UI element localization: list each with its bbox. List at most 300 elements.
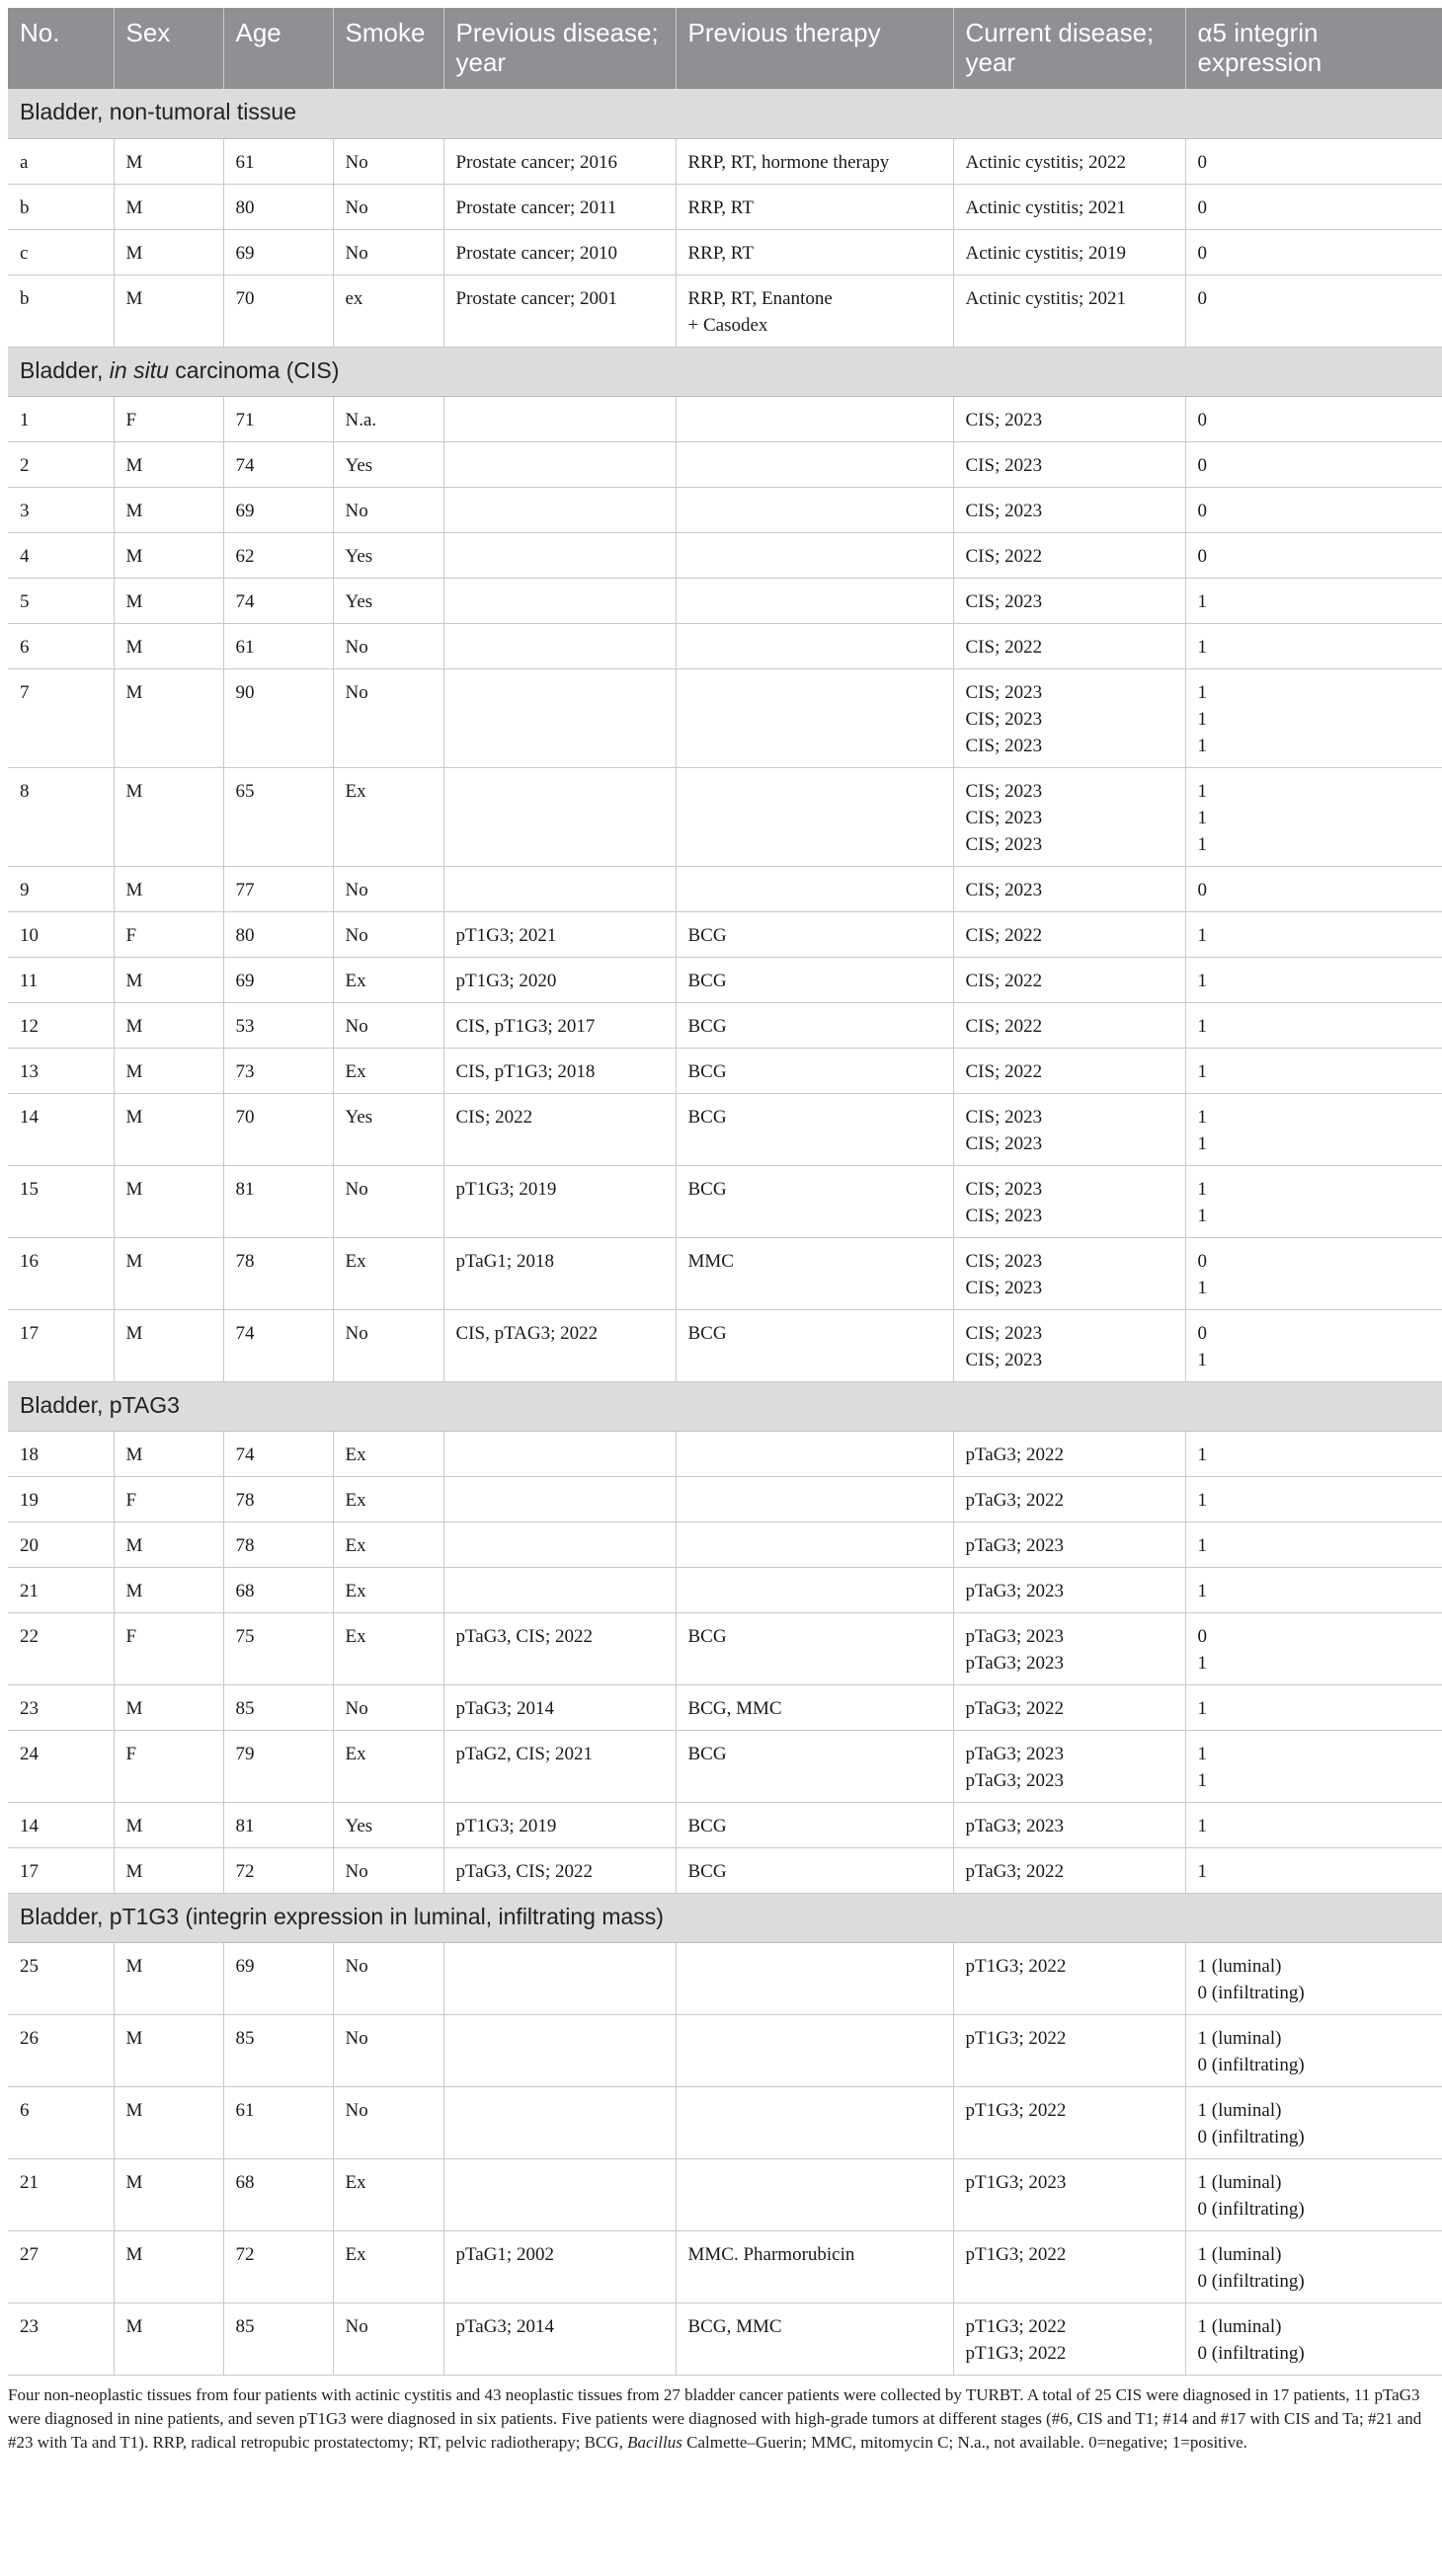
cell-current-disease-line: pT1G3; 2022	[965, 2027, 1067, 2049]
cell-integrin-expression	[1185, 396, 1442, 441]
cell-smoke: ex	[333, 274, 443, 347]
cell-sex: M	[114, 1684, 223, 1730]
cell-age: 77	[223, 866, 333, 911]
cell-age: 69	[223, 487, 333, 532]
cell-smoke: Ex	[333, 767, 443, 866]
cell-integrin-expression	[1185, 866, 1442, 911]
cell-previous-therapy	[676, 184, 953, 229]
cell-current-disease-line: CIS; 2023	[965, 879, 1043, 900]
table-row	[8, 623, 1442, 668]
cell-current-disease-line: pTaG3; 2023	[965, 1652, 1064, 1674]
cell-no: 16	[8, 1237, 114, 1309]
cell-previous-disease: CIS, pT1G3; 2018	[443, 1048, 676, 1093]
cell-integrin-expression-line: 0	[1197, 1625, 1207, 1647]
cell-sex: F	[114, 396, 223, 441]
cell-integrin-expression-line: 1 (luminal)	[1197, 2315, 1282, 2337]
cell-sex: M	[114, 274, 223, 347]
cell-sex: M	[114, 767, 223, 866]
table-row	[8, 1309, 1442, 1381]
cell-previous-therapy	[676, 229, 953, 274]
cell-integrin-expression-line: 0	[1197, 454, 1207, 476]
table-row	[8, 274, 1442, 347]
cell-sex: M	[114, 2230, 223, 2303]
cell-current-disease	[953, 487, 1185, 532]
cell-no: 4	[8, 532, 114, 578]
cell-current-disease	[953, 1802, 1185, 1847]
cell-no: 13	[8, 1048, 114, 1093]
cell-integrin-expression	[1185, 1522, 1442, 1567]
cell-integrin-expression-line: 1	[1197, 1697, 1207, 1719]
cell-no: 18	[8, 1431, 114, 1476]
cell-smoke: No	[333, 229, 443, 274]
cell-integrin-expression	[1185, 229, 1442, 274]
cell-smoke: N.a.	[333, 396, 443, 441]
cell-current-disease-line: CIS; 2023	[965, 1277, 1043, 1298]
cell-smoke: Yes	[333, 1093, 443, 1165]
cell-previous-disease	[443, 396, 676, 441]
cell-current-disease	[953, 2303, 1185, 2375]
cell-age: 68	[223, 2158, 333, 2230]
cell-age: 90	[223, 668, 333, 767]
cell-integrin-expression-line: 1	[1197, 1444, 1207, 1465]
cell-no: 6	[8, 623, 114, 668]
cell-current-disease	[953, 441, 1185, 487]
cell-previous-therapy	[676, 396, 953, 441]
cell-sex: M	[114, 441, 223, 487]
cell-age: 70	[223, 274, 333, 347]
cell-previous-therapy-line	[688, 877, 941, 903]
cell-current-disease-line: pTaG3; 2023	[965, 1534, 1064, 1556]
cell-integrin-expression-line: 0	[1197, 545, 1207, 567]
col-header-previous-disease: Previous disease; year	[443, 8, 676, 89]
cell-previous-therapy-line: BCG	[687, 1106, 727, 1128]
cell-previous-therapy-line: BCG	[687, 1815, 727, 1836]
cell-previous-therapy	[676, 767, 953, 866]
cell-previous-therapy	[676, 668, 953, 767]
cell-previous-therapy-line	[688, 2169, 941, 2196]
col-header-sex: Sex	[114, 8, 223, 89]
cell-previous-disease	[443, 1431, 676, 1476]
table-row	[8, 668, 1442, 767]
cell-previous-therapy-line	[688, 1578, 941, 1604]
cell-previous-therapy	[676, 1942, 953, 2014]
cell-current-disease	[953, 1567, 1185, 1612]
cell-previous-therapy	[676, 1002, 953, 1048]
cell-previous-disease: CIS; 2022	[443, 1093, 676, 1165]
cell-integrin-expression-line: 1	[1197, 1132, 1207, 1154]
cell-sex: M	[114, 957, 223, 1002]
cell-previous-therapy	[676, 1093, 953, 1165]
cell-integrin-expression-line: 1	[1197, 708, 1207, 730]
cell-no: 22	[8, 1612, 114, 1684]
cell-sex: M	[114, 668, 223, 767]
cell-previous-therapy-line: RRP, RT, Enantone	[687, 287, 833, 309]
cell-current-disease-line: pT1G3; 2022	[965, 2315, 1067, 2337]
cell-current-disease-line: CIS; 2022	[965, 1060, 1043, 1082]
cell-current-disease	[953, 1847, 1185, 1893]
cell-integrin-expression-line: 1	[1197, 1015, 1207, 1037]
cell-previous-therapy-line	[688, 543, 941, 570]
cell-previous-therapy	[676, 1431, 953, 1476]
cell-age: 72	[223, 1847, 333, 1893]
cell-previous-disease	[443, 441, 676, 487]
cell-previous-disease: Prostate cancer; 2010	[443, 229, 676, 274]
section-title	[8, 347, 1442, 396]
cell-current-disease	[953, 2230, 1185, 2303]
cell-previous-disease: CIS, pT1G3; 2017	[443, 1002, 676, 1048]
cell-integrin-expression-line: 1	[1197, 1205, 1207, 1226]
cell-age: 85	[223, 2303, 333, 2375]
cell-age: 69	[223, 1942, 333, 2014]
cell-no: 23	[8, 1684, 114, 1730]
cell-previous-therapy	[676, 1309, 953, 1381]
cell-integrin-expression-line: 1	[1197, 1060, 1207, 1082]
cell-previous-therapy-line: BCG	[687, 1060, 727, 1082]
cell-current-disease-line: CIS; 2023	[965, 807, 1043, 828]
cell-previous-therapy	[676, 578, 953, 623]
cell-previous-therapy-line	[688, 407, 941, 433]
section-header-row	[8, 347, 1442, 396]
cell-integrin-expression	[1185, 1048, 1442, 1093]
cell-current-disease-line: CIS; 2023	[965, 833, 1043, 855]
cell-current-disease	[953, 229, 1185, 274]
cell-previous-disease: pTaG1; 2018	[443, 1237, 676, 1309]
cell-smoke: No	[333, 911, 443, 957]
cell-integrin-expression-line: 0	[1197, 196, 1207, 218]
cell-current-disease	[953, 578, 1185, 623]
cell-no: 26	[8, 2014, 114, 2086]
cell-age: 74	[223, 1309, 333, 1381]
cell-integrin-expression	[1185, 184, 1442, 229]
cell-current-disease-line: CIS; 2022	[965, 970, 1043, 991]
cell-smoke: Yes	[333, 441, 443, 487]
table-row	[8, 184, 1442, 229]
table-row	[8, 396, 1442, 441]
cell-smoke: Ex	[333, 1237, 443, 1309]
cell-previous-therapy-line: RRP, RT	[687, 196, 754, 218]
cell-previous-therapy	[676, 1567, 953, 1612]
cell-integrin-expression	[1185, 668, 1442, 767]
cell-previous-disease: pTaG3, CIS; 2022	[443, 1612, 676, 1684]
table-row	[8, 1847, 1442, 1893]
cell-age: 70	[223, 1093, 333, 1165]
cell-previous-disease: pTaG3, CIS; 2022	[443, 1847, 676, 1893]
cell-integrin-expression	[1185, 2230, 1442, 2303]
cell-sex: F	[114, 1730, 223, 1802]
cell-previous-disease: pTaG3; 2014	[443, 2303, 676, 2375]
cell-age: 78	[223, 1476, 333, 1522]
cell-integrin-expression	[1185, 767, 1442, 866]
cell-smoke: No	[333, 1002, 443, 1048]
cell-current-disease-line: CIS; 2022	[965, 1015, 1043, 1037]
cell-no: 20	[8, 1522, 114, 1567]
cell-integrin-expression-line: 1 (luminal)	[1197, 2099, 1282, 2121]
cell-integrin-expression-line: 1 (luminal)	[1197, 1955, 1282, 1977]
cell-integrin-expression-line: 1	[1197, 780, 1207, 802]
cell-age: 69	[223, 957, 333, 1002]
section-title-part: in situ	[109, 356, 169, 383]
cell-previous-therapy	[676, 1048, 953, 1093]
cell-age: 62	[223, 532, 333, 578]
cell-age: 68	[223, 1567, 333, 1612]
cell-previous-therapy-line	[688, 679, 941, 706]
cell-current-disease-line: pTaG3; 2023	[965, 1743, 1064, 1764]
cell-previous-therapy-line	[688, 452, 941, 479]
cell-no: 27	[8, 2230, 114, 2303]
cell-integrin-expression	[1185, 957, 1442, 1002]
cell-smoke: No	[333, 1684, 443, 1730]
cell-current-disease	[953, 1730, 1185, 1802]
cell-integrin-expression	[1185, 2303, 1442, 2375]
cell-sex: M	[114, 866, 223, 911]
cell-previous-therapy-line: BCG, MMC	[687, 1697, 782, 1719]
cell-current-disease-line: pT1G3; 2022	[965, 2243, 1067, 2265]
cell-sex: M	[114, 1942, 223, 2014]
cell-integrin-expression	[1185, 2086, 1442, 2158]
cell-integrin-expression	[1185, 623, 1442, 668]
section-title-part: Bladder,	[20, 356, 110, 383]
cell-previous-therapy-line: BCG	[687, 1322, 727, 1344]
cell-sex: M	[114, 184, 223, 229]
col-header-integrin-expression: α5 integrin expression	[1185, 8, 1442, 89]
cell-sex: M	[114, 2086, 223, 2158]
cell-integrin-expression	[1185, 441, 1442, 487]
cell-sex: M	[114, 1093, 223, 1165]
cell-previous-therapy-line	[688, 588, 941, 615]
cell-previous-therapy-line	[688, 2097, 941, 2124]
cell-integrin-expression	[1185, 138, 1442, 184]
cell-previous-disease: CIS, pTAG3; 2022	[443, 1309, 676, 1381]
cell-previous-disease	[443, 2158, 676, 2230]
cell-no: b	[8, 274, 114, 347]
cell-previous-disease	[443, 1476, 676, 1522]
cell-previous-therapy-line	[688, 2025, 941, 2052]
cell-current-disease-line: Actinic cystitis; 2021	[965, 287, 1127, 309]
table-row	[8, 1093, 1442, 1165]
cell-age: 74	[223, 578, 333, 623]
cell-current-disease-line: CIS; 2023	[965, 735, 1043, 756]
cell-current-disease-line: CIS; 2023	[965, 1178, 1043, 1200]
cell-integrin-expression-line: 0	[1197, 242, 1207, 264]
cell-current-disease-line: Actinic cystitis; 2019	[965, 242, 1127, 264]
cell-age: 53	[223, 1002, 333, 1048]
cell-current-disease	[953, 2086, 1185, 2158]
cell-smoke: No	[333, 1847, 443, 1893]
table-container	[8, 8, 1434, 2455]
cell-previous-therapy	[676, 1730, 953, 1802]
cell-smoke: Ex	[333, 1567, 443, 1612]
table-row	[8, 1684, 1442, 1730]
cell-sex: M	[114, 1567, 223, 1612]
cell-previous-disease	[443, 1522, 676, 1567]
cell-previous-disease	[443, 578, 676, 623]
cell-current-disease	[953, 1237, 1185, 1309]
cell-integrin-expression-line: 1	[1197, 924, 1207, 946]
cell-previous-therapy	[676, 2230, 953, 2303]
cell-previous-therapy	[676, 1847, 953, 1893]
cell-current-disease-line: CIS; 2023	[965, 500, 1043, 521]
cell-sex: F	[114, 1476, 223, 1522]
cell-integrin-expression-line: 1	[1197, 1534, 1207, 1556]
cell-integrin-expression-line: 0	[1197, 287, 1207, 309]
cell-age: 61	[223, 623, 333, 668]
cell-current-disease	[953, 1048, 1185, 1093]
cell-integrin-expression	[1185, 1684, 1442, 1730]
cell-integrin-expression	[1185, 1802, 1442, 1847]
cell-integrin-expression-line: 1	[1197, 1743, 1207, 1764]
cell-no: 24	[8, 1730, 114, 1802]
cell-current-disease	[953, 1431, 1185, 1476]
table-row	[8, 2086, 1442, 2158]
cell-current-disease-line: pT1G3; 2023	[965, 2171, 1067, 2193]
cell-current-disease	[953, 1612, 1185, 1684]
cell-current-disease	[953, 1684, 1185, 1730]
cell-current-disease-line: pT1G3; 2022	[965, 2342, 1067, 2364]
cell-previous-therapy-line: MMC	[687, 1250, 734, 1272]
cell-age: 74	[223, 1431, 333, 1476]
cell-integrin-expression	[1185, 1002, 1442, 1048]
cell-integrin-expression-line: 1	[1197, 807, 1207, 828]
cell-smoke: No	[333, 1165, 443, 1237]
cell-age: 80	[223, 911, 333, 957]
cell-smoke: No	[333, 138, 443, 184]
cell-smoke: No	[333, 1942, 443, 2014]
cell-previous-therapy	[676, 487, 953, 532]
cell-age: 61	[223, 138, 333, 184]
cell-smoke: No	[333, 2303, 443, 2375]
cell-current-disease-line: CIS; 2023	[965, 1106, 1043, 1128]
cell-previous-disease: pT1G3; 2020	[443, 957, 676, 1002]
cell-no: 19	[8, 1476, 114, 1522]
cell-integrin-expression-line: 0	[1197, 1250, 1207, 1272]
cell-current-disease-line: CIS; 2023	[965, 590, 1043, 612]
cell-current-disease-line: CIS; 2023	[965, 681, 1043, 703]
cell-current-disease-line: CIS; 2023	[965, 708, 1043, 730]
cell-previous-disease: pT1G3; 2021	[443, 911, 676, 957]
cell-previous-therapy	[676, 1237, 953, 1309]
cell-current-disease-line: CIS; 2023	[965, 454, 1043, 476]
cell-previous-disease	[443, 866, 676, 911]
cell-no: 21	[8, 1567, 114, 1612]
cell-integrin-expression	[1185, 1476, 1442, 1522]
cell-current-disease	[953, 668, 1185, 767]
cell-no: 1	[8, 396, 114, 441]
cell-integrin-expression	[1185, 1942, 1442, 2014]
cell-integrin-expression-line: 1	[1197, 1652, 1207, 1674]
cell-current-disease-line: CIS; 2022	[965, 924, 1043, 946]
table-row	[8, 2158, 1442, 2230]
cell-smoke: Yes	[333, 532, 443, 578]
cell-integrin-expression-line: 0 (infiltrating)	[1197, 2270, 1305, 2292]
cell-sex: M	[114, 1522, 223, 1567]
cell-smoke: Ex	[333, 1522, 443, 1567]
section-header-row	[8, 89, 1442, 138]
cell-no: 25	[8, 1942, 114, 2014]
cell-previous-therapy	[676, 1165, 953, 1237]
table-row	[8, 1802, 1442, 1847]
cell-sex: M	[114, 1847, 223, 1893]
cell-previous-disease: pTaG3; 2014	[443, 1684, 676, 1730]
cell-integrin-expression-line: 1	[1197, 1349, 1207, 1370]
cell-previous-therapy	[676, 532, 953, 578]
cell-current-disease-line: pTaG3; 2023	[965, 1580, 1064, 1601]
cell-current-disease	[953, 1002, 1185, 1048]
table-body	[8, 89, 1442, 2375]
cell-sex: M	[114, 1802, 223, 1847]
table-row	[8, 578, 1442, 623]
cell-integrin-expression	[1185, 2014, 1442, 2086]
cell-previous-disease: pTaG1; 2002	[443, 2230, 676, 2303]
cell-previous-therapy-line	[688, 1953, 941, 1980]
cell-previous-disease: Prostate cancer; 2011	[443, 184, 676, 229]
cell-previous-disease: Prostate cancer; 2001	[443, 274, 676, 347]
cell-smoke: No	[333, 866, 443, 911]
cell-previous-therapy-line	[688, 1532, 941, 1559]
cell-integrin-expression-line: 1	[1197, 1580, 1207, 1601]
cell-previous-therapy	[676, 1522, 953, 1567]
cell-age: 69	[223, 229, 333, 274]
cell-previous-therapy-line: BCG	[687, 1625, 727, 1647]
table-row	[8, 487, 1442, 532]
cell-previous-therapy-line	[688, 778, 941, 805]
table-row	[8, 1237, 1442, 1309]
section-title	[8, 1893, 1442, 1942]
cell-previous-therapy-line: BCG	[687, 1178, 727, 1200]
cell-age: 65	[223, 767, 333, 866]
cell-age: 85	[223, 1684, 333, 1730]
cell-previous-disease	[443, 2086, 676, 2158]
cell-no: 17	[8, 1847, 114, 1893]
cell-integrin-expression	[1185, 1847, 1442, 1893]
table-row	[8, 441, 1442, 487]
cell-age: 74	[223, 441, 333, 487]
section-header-row	[8, 1893, 1442, 1942]
cell-age: 80	[223, 184, 333, 229]
cell-previous-disease	[443, 623, 676, 668]
section-title-part: carcinoma (CIS)	[168, 356, 340, 383]
cell-age: 85	[223, 2014, 333, 2086]
table-row	[8, 1048, 1442, 1093]
cell-previous-therapy-line	[688, 1442, 941, 1468]
cell-age: 61	[223, 2086, 333, 2158]
cell-age: 72	[223, 2230, 333, 2303]
cell-integrin-expression-line: 0 (infiltrating)	[1197, 2342, 1305, 2364]
cell-smoke: No	[333, 623, 443, 668]
cell-no: 3	[8, 487, 114, 532]
cell-integrin-expression-line: 1 (luminal)	[1197, 2027, 1282, 2049]
cell-current-disease	[953, 2158, 1185, 2230]
cell-no: 11	[8, 957, 114, 1002]
cell-previous-therapy	[676, 138, 953, 184]
table-row	[8, 957, 1442, 1002]
cell-previous-disease: pT1G3; 2019	[443, 1802, 676, 1847]
cell-previous-therapy-line: MMC. Pharmorubicin	[687, 2243, 855, 2265]
cell-current-disease-line: CIS; 2023	[965, 780, 1043, 802]
cell-current-disease	[953, 866, 1185, 911]
cell-smoke: Ex	[333, 957, 443, 1002]
table-row	[8, 866, 1442, 911]
cell-previous-therapy-line: BCG	[687, 924, 727, 946]
cell-previous-therapy	[676, 957, 953, 1002]
cell-integrin-expression	[1185, 532, 1442, 578]
cell-smoke: No	[333, 2086, 443, 2158]
cell-no: 10	[8, 911, 114, 957]
table-row	[8, 138, 1442, 184]
cell-integrin-expression-line: 1	[1197, 735, 1207, 756]
cell-smoke: No	[333, 184, 443, 229]
cell-current-disease-line: pTaG3; 2023	[965, 1769, 1064, 1791]
cell-current-disease	[953, 1476, 1185, 1522]
